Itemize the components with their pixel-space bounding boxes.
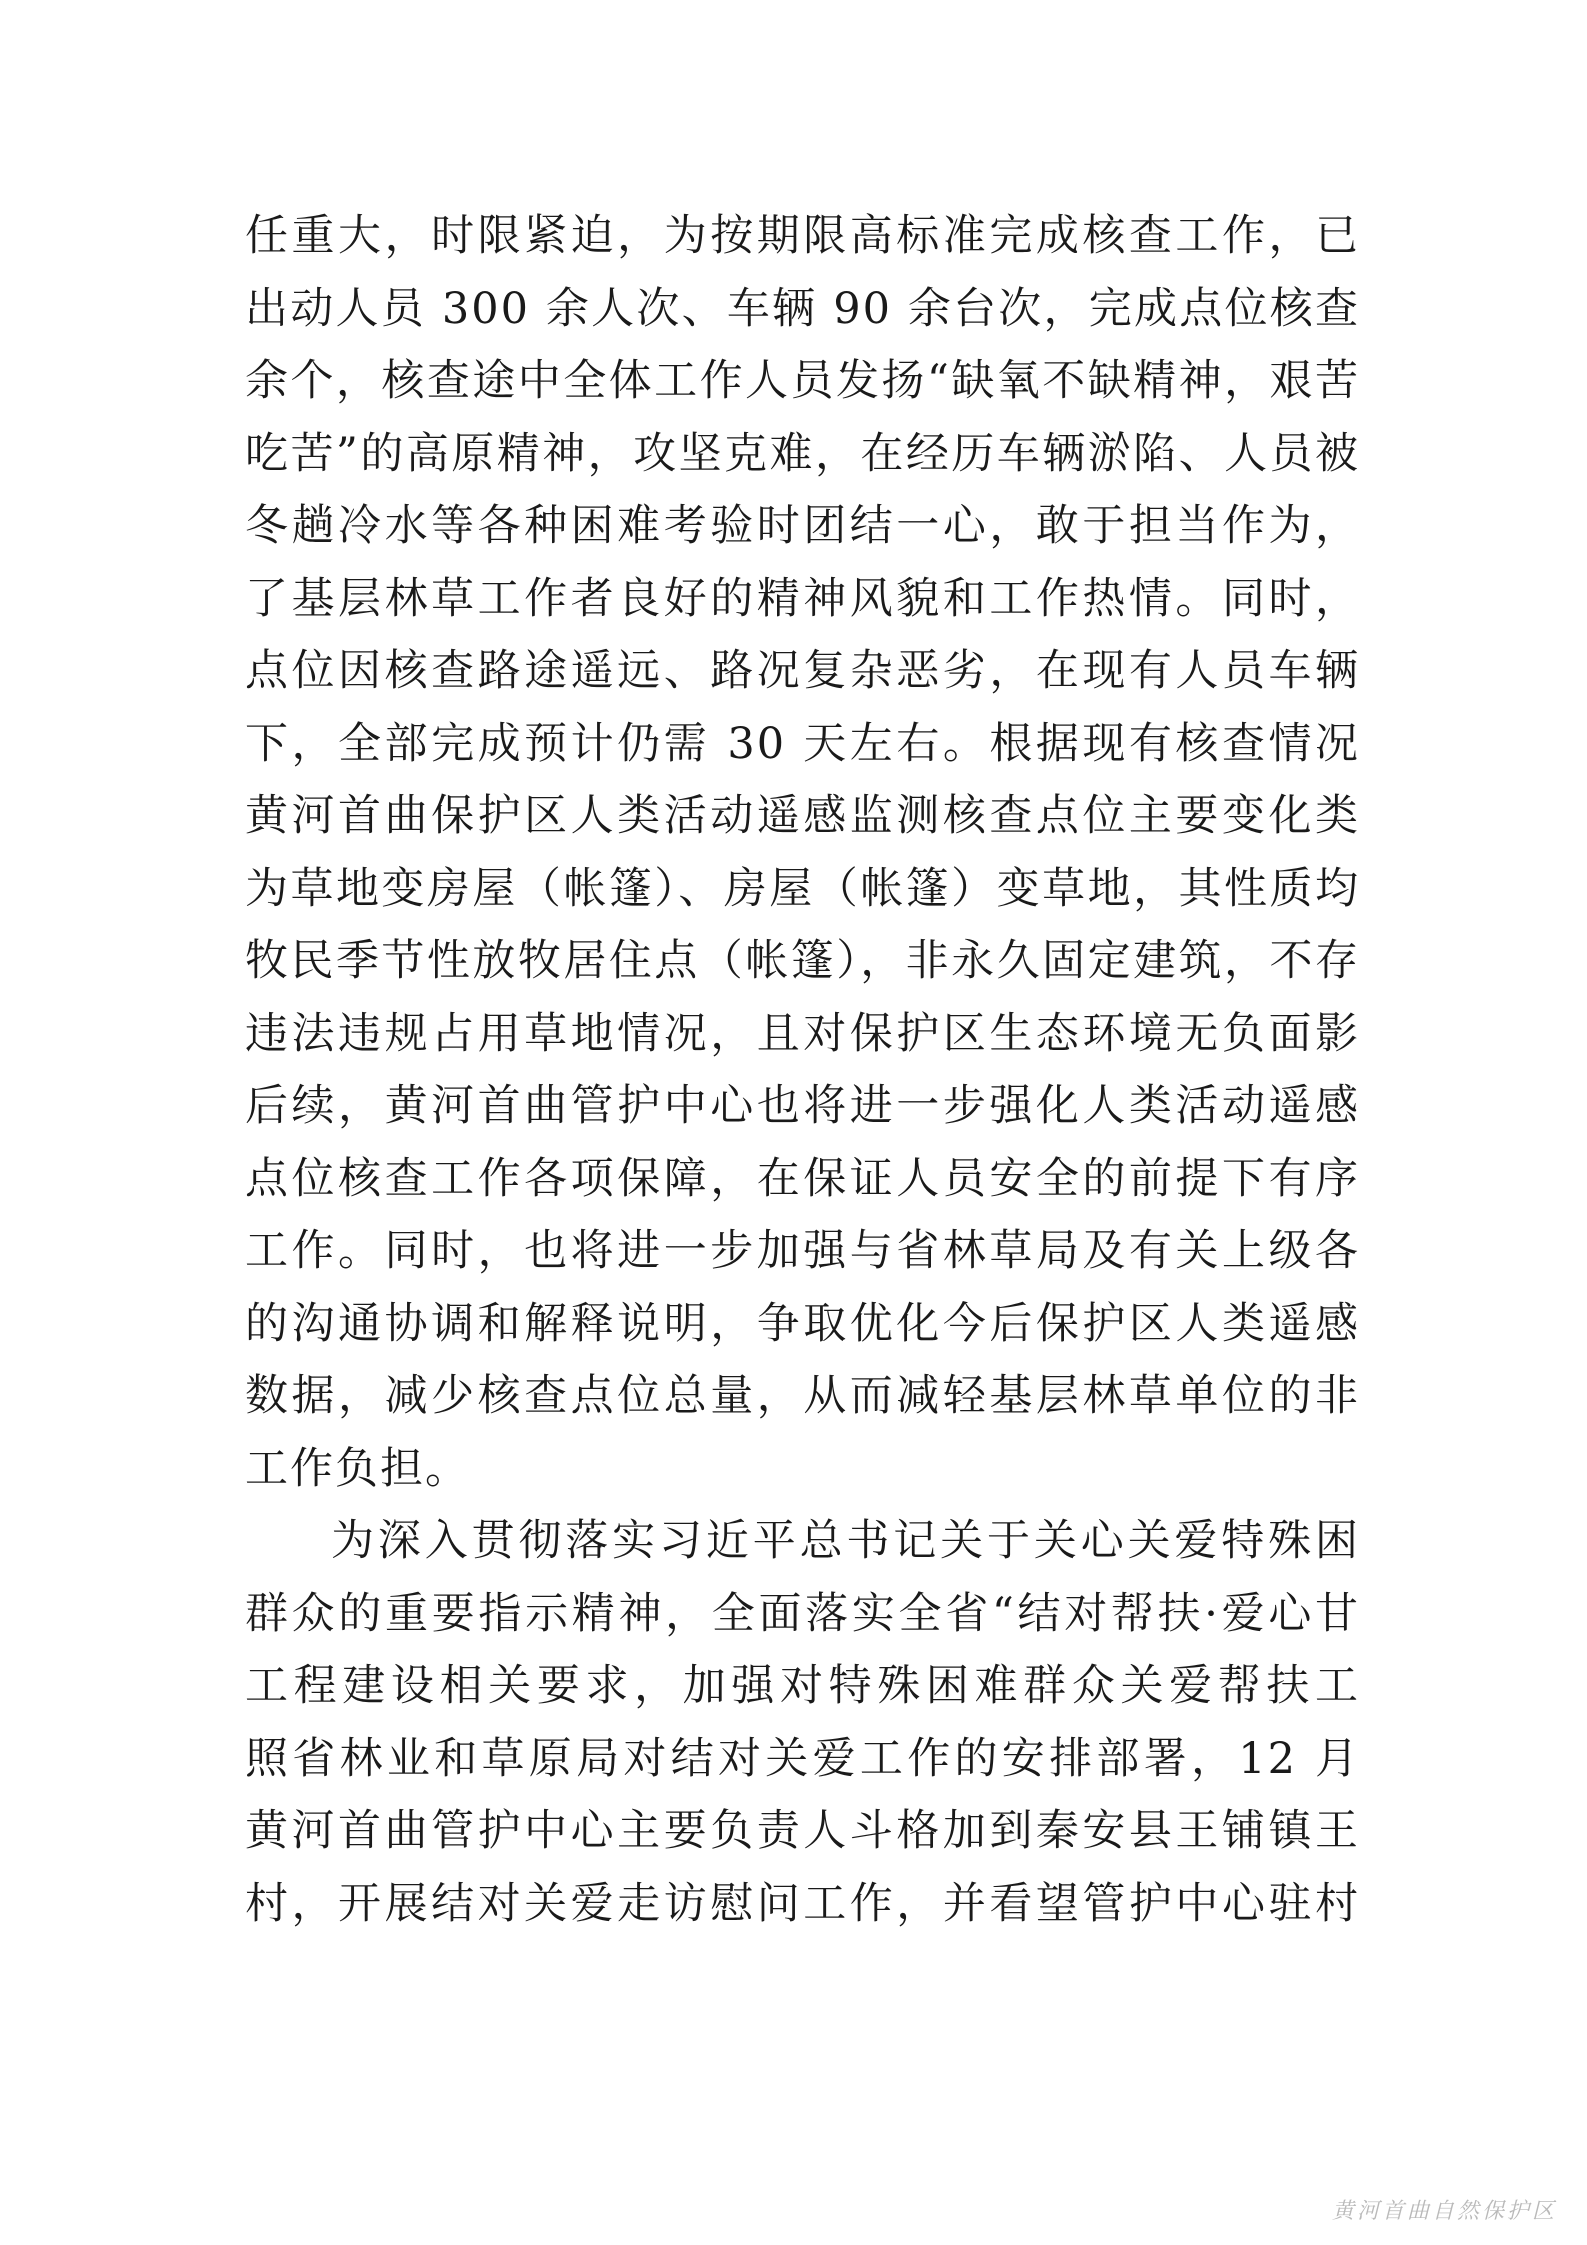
text-line: 下，全部完成预计仍需 30 天左右。根据现有核查情况 <box>245 718 1360 769</box>
text-line: 群众的重要指示精神，全面落实全省“结对帮扶·爱心甘 <box>245 1588 1360 1639</box>
text-line: 为深入贯彻落实习近平总书记关于关心关爱特殊困 <box>331 1516 1360 1566</box>
text-line: 点位核查工作各项保障，在保证人员安全的前提下有序 <box>245 1153 1360 1204</box>
text-line: 任重大，时限紧迫，为按期限高标准完成核查工作，已 <box>245 211 1360 261</box>
text-line: 点位因核查路途遥远、路况复杂恶劣，在现有人员车辆 <box>245 646 1360 696</box>
text-line: 冬趟冷水等各种困难考验时团结一心，敢于担当作为， <box>245 501 1360 551</box>
paragraph-2 <box>245 1505 1360 1940</box>
text-line: 工作。同时，也将进一步加强与省林草局及有关上级各 <box>245 1226 1360 1276</box>
text-line: 违法违规占用草地情况，且对保护区生态环境无负面影 <box>245 1008 1360 1059</box>
text-line: 牧民季节性放牧居住点（帐篷），非永久固定建筑，不存 <box>245 936 1360 986</box>
text-line: 黄河首曲保护区人类活动遥感监测核查点位主要变化类 <box>245 791 1360 841</box>
watermark: 黄河首曲自然保护区 <box>1331 2199 1557 2224</box>
text-line: 工作负担。 <box>245 1443 470 1494</box>
text-line: 数据，减少核查点位总量，从而减轻基层林草单位的非 <box>245 1371 1360 1421</box>
text-line: 出动人员 300 余人次、车辆 90 余台次，完成点位核查 <box>245 283 1360 334</box>
text-line: 后续，黄河首曲管护中心也将进一步强化人类活动遥感 <box>245 1081 1360 1131</box>
text-line: 吃苦”的高原精神，攻坚克难，在经历车辆淤陷、人员被 <box>245 428 1360 479</box>
text-line: 工程建设相关要求，加强对特殊困难群众关爱帮扶工 <box>245 1661 1360 1711</box>
text-line: 村，开展结对关爱走访慰问工作，并看望管护中心驻村 <box>245 1878 1360 1929</box>
paragraph-1 <box>245 200 1360 1505</box>
text-line: 黄河首曲管护中心主要负责人斗格加到秦安县王铺镇王 <box>245 1806 1360 1856</box>
text-line: 了基层林草工作者良好的精神风貌和工作热情。同时， <box>245 573 1360 624</box>
text-line: 余个，核查途中全体工作人员发扬“缺氧不缺精神，艰苦 <box>245 356 1360 406</box>
text-line: 照省林业和草原局对结对关爱工作的安排部署，12 月 <box>245 1733 1360 1784</box>
body-text <box>245 200 1360 1940</box>
text-line: 的沟通协调和解释说明，争取优化今后保护区人类遥感 <box>245 1298 1360 1349</box>
text-line: 为草地变房屋（帐篷）、房屋（帐篷）变草地，其性质均 <box>245 863 1360 914</box>
